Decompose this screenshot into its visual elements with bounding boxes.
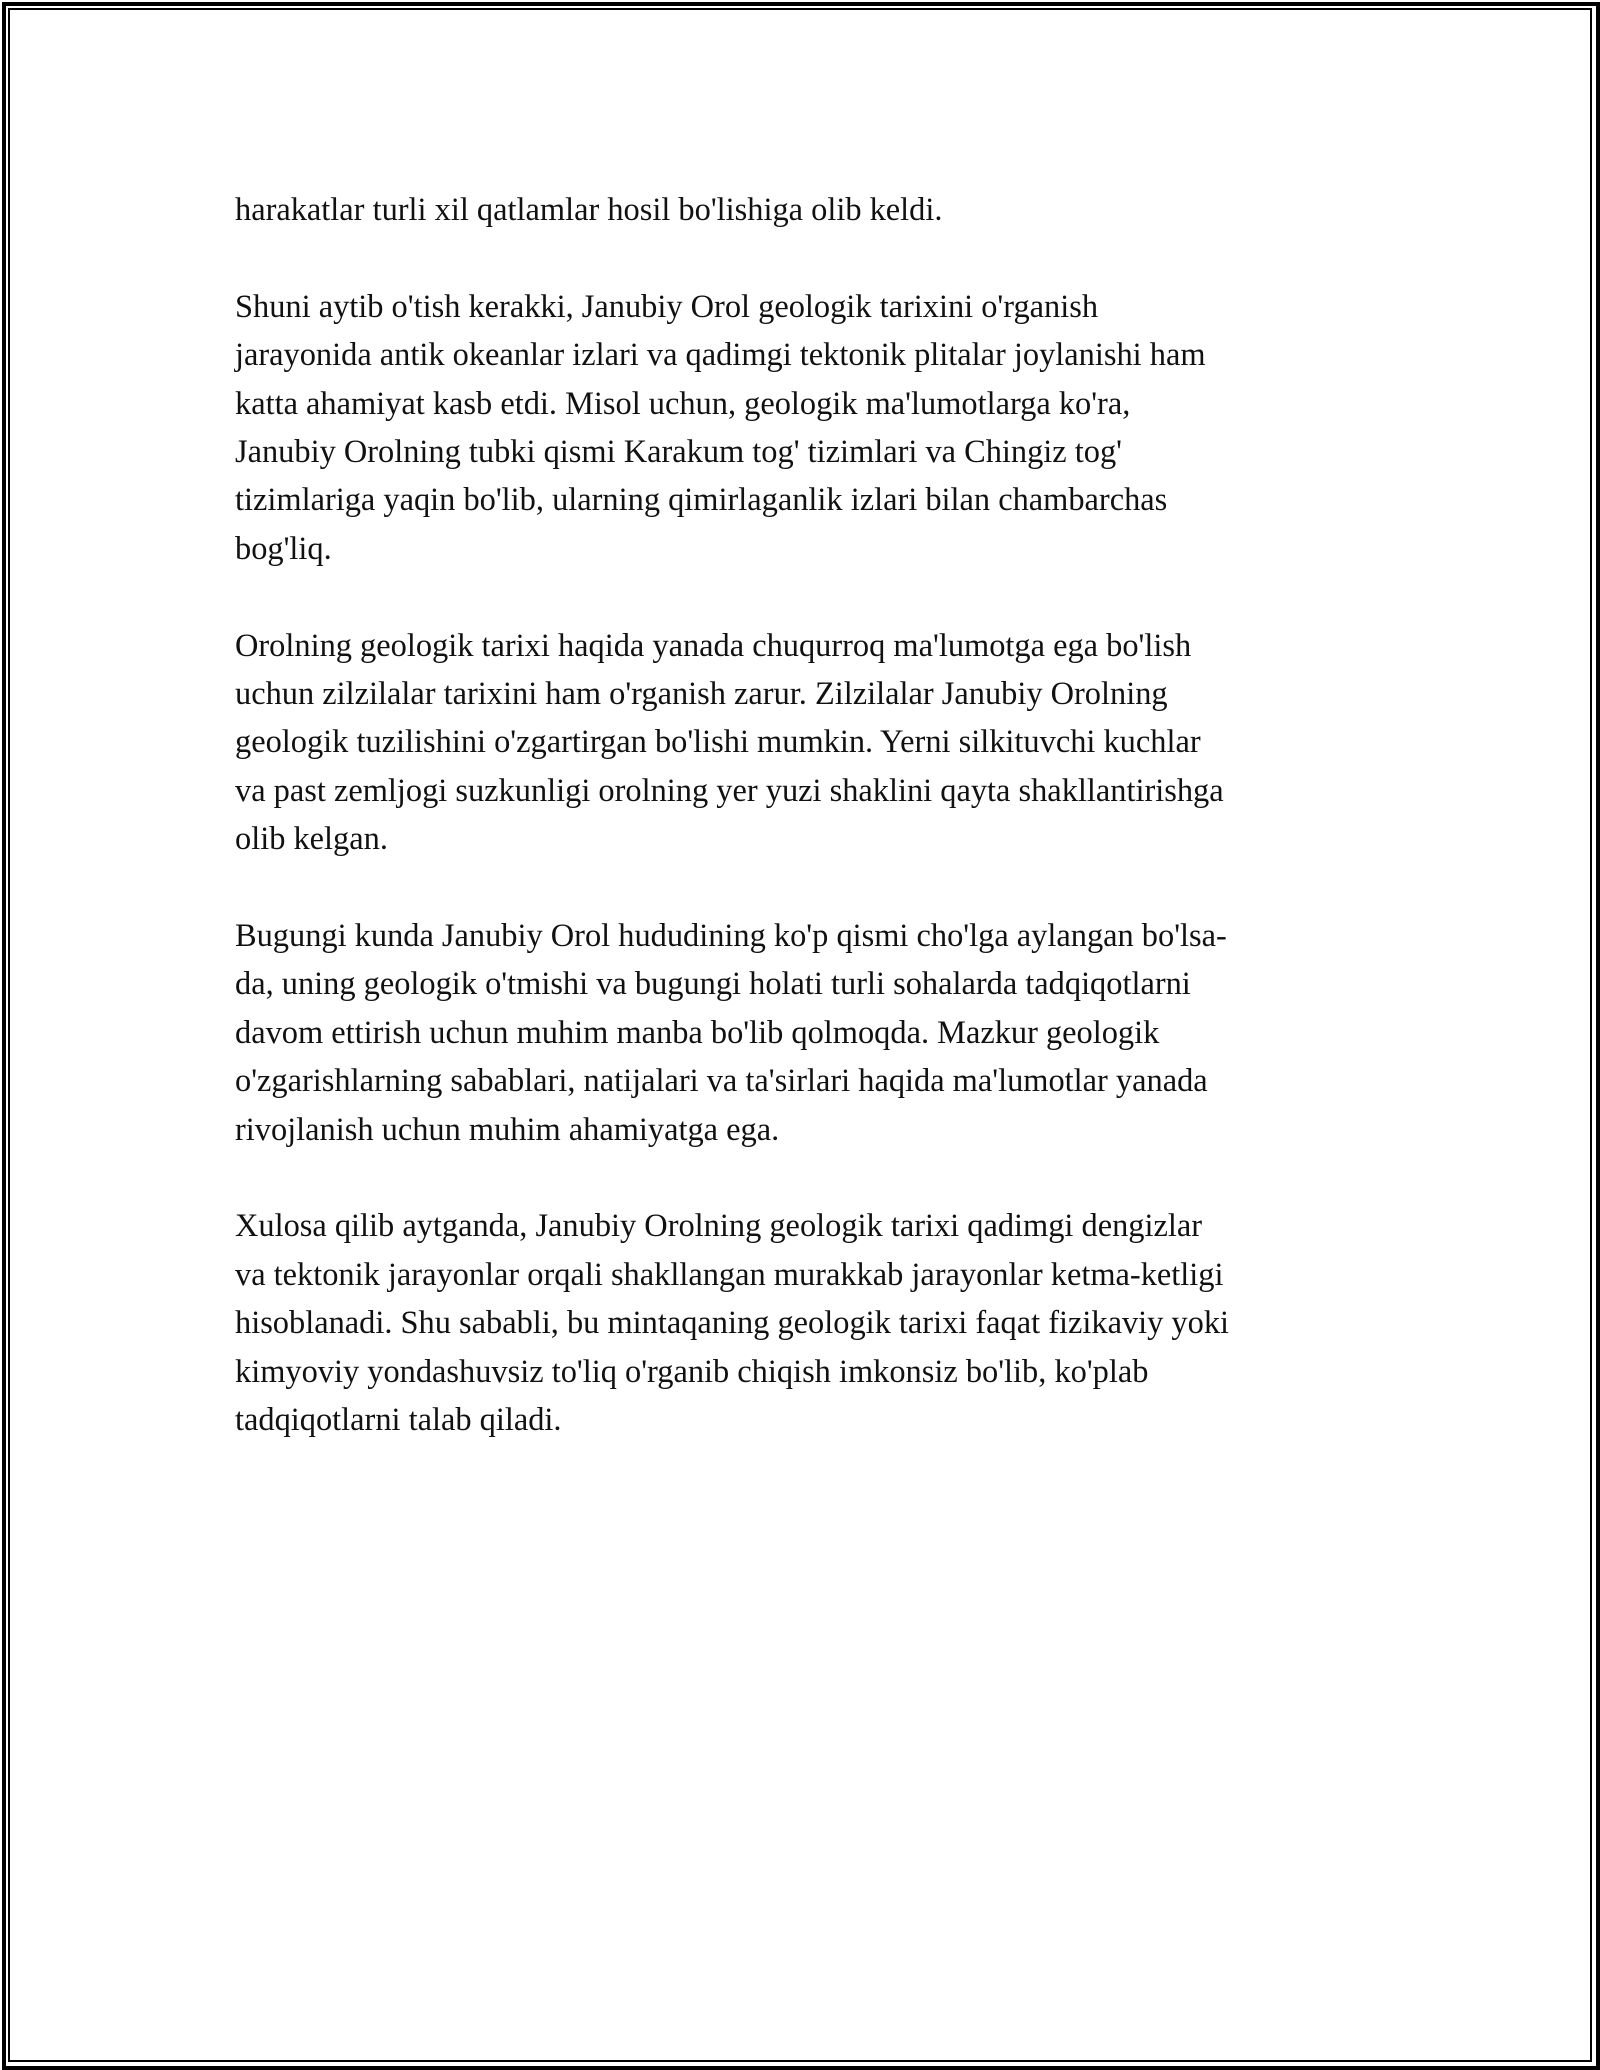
paragraph-1: harakatlar turli xil qatlamlar hosil bo'lishiga olib keldi. [235,192,943,228]
paragraph-2: Shuni aytib o'tish kerakki, Janubiy Orol geologik tarixini o'rganish jarayonida antik okeanlar izlari va qadimgi tektonik plitalar joylanishi ham katta ahamiyat kasb etdi. Misol uchun, geologik ma'lumotlarga ko'ra, Janubiy Orolning tubki qismi Karakum tog' tizimlari va Chingiz tog' tizimlariga yaqin bo'lib, ularning qimirlaganlik izlari bilan chambarchas bog'liq. [235,288,1206,567]
paragraph-4: Bugungi kunda Janubiy Orol hududining ko'p qismi cho'lga aylangan bo'lsa- da, uning geologik o'tmishi va bugungi holati turli sohalarda tadqiqotlarni davom ettirish uchun muhim manba bo'lib qolmoqda. Mazkur geologik o'zgarishlarning sabablari, natijalari va ta'sirlari haqida ma'lumotlar yanada rivojlanish uchun muhim ahamiyatga ega. [235,918,1227,1148]
document-body [235,186,1365,1493]
paragraph-3: Orolning geologik tarixi haqida yanada chuqurroq ma'lumotga ega bo'lish uchun zilzilalar tarixini ham o'rganish zarur. Zilzilalar Janubiy Orolning geologik tuzilishini o'zgartirgan bo'lishi mumkin. Yerni silkituvchi kuchlar va past zemljogi suzkunligi orolning yer yuzi shaklini qayta shakllantirishga olib kelgan. [235,627,1224,858]
paragraph-5: Xulosa qilib aytganda, Janubiy Orolning geologik tarixi qadimgi dengizlar va tektonik jarayonlar orqali shakllangan murakkab jarayonlar ketma-ketligi hisoblanadi. Shu sababli, bu mintaqaning geologik tarixi faqat fizikaviy yoki kimyoviy yondashuvsiz to'liq o'rganib chiqish imkonsiz bo'lib, ko'plab tadqiqotlarni talab qiladi. [235,1208,1230,1439]
